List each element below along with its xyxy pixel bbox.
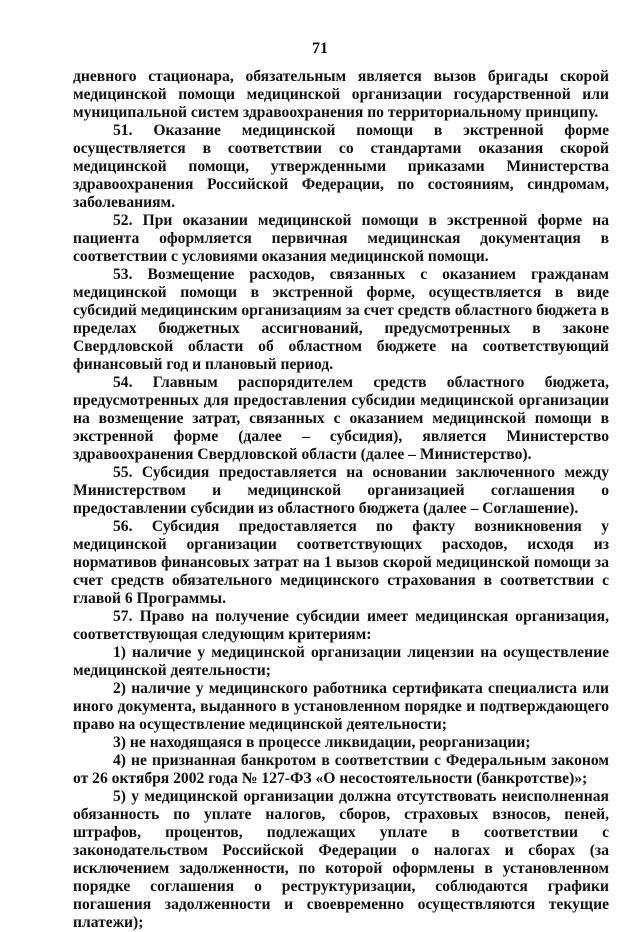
paragraph-54: 54. Главным распорядителем средств областного бюджета, предусмотренных для предоставления субсидии медицинской организации на возмещение затрат, связанных с оказанием медицинской помощи в экстренной форме (далее – субсидия), является Министерство здравоохранения Свердловской области (далее – Министерство). bbox=[73, 374, 609, 463]
criterion-5: 5) у медицинской организации должна отсутствовать неисполненная обязанность по уплате налогов, сборов, страховых взносов, пеней, штрафов, процентов, подлежащих уплате в соответствии с законодательством Российской Федерации о налогах и сборах (за исключением задолженности, по которой оформлены в установленном порядке соглашения о реструктуризации, соблюдаются графики погашения задолженности и своевременно осуществляются текущие платежи); bbox=[73, 788, 609, 931]
paragraph-53: 53. Возмещение расходов, связанных с оказанием гражданам медицинской помощи в экстренной форме, осуществляется в виде субсидий медицинским организациям за счет средств областного бюджета в пределах бюджетных ассигнований, предусмотренных в законе Свердловской области об областном бюджете на соответствующий финансовый год и плановый период. bbox=[73, 266, 609, 373]
paragraph-52: 52. При оказании медицинской помощи в экстренной форме на пациента оформляется первичная медицинская документация в соответствии с условиями оказания медицинской помощи. bbox=[73, 212, 609, 265]
paragraph-56: 56. Субсидия предоставляется по факту возникновения у медицинской организации соответствующих расходов, исходя из нормативов финансовых затрат на 1 вызов скорой медицинской помощи за счет средств обязательного медицинского страхования в соответствии с главой 6 Программы. bbox=[73, 518, 609, 607]
paragraph-51: 51. Оказание медицинской помощи в экстренной форме осуществляется в соответствии со стандартами оказания скорой медицинской помощи, утвержденными приказами Министерства здравоохранения Российской Федерации, по состояниям, синдромам, заболеваниям. bbox=[73, 122, 609, 211]
criterion-2: 2) наличие у медицинского работника сертификата специалиста или иного документа, выданного в установленном порядке и подтверждающего право на осуществление медицинской деятельности; bbox=[73, 680, 609, 733]
page-number: 71 bbox=[312, 40, 328, 57]
paragraph-57: 57. Право на получение субсидии имеет медицинская организация, соответствующая следующим критериям: bbox=[73, 608, 609, 643]
paragraph-continuation: дневного стационара, обязательным является вызов бригады скорой медицинской помощи медицинской организации государственной или муниципальной систем здравоохранения по территориальному принципу. bbox=[73, 68, 609, 121]
criterion-1: 1) наличие у медицинской организации лицензии на осуществление медицинской деятельности; bbox=[73, 644, 609, 679]
criterion-3: 3) не находящаяся в процессе ликвидации, реорганизации; bbox=[113, 734, 531, 751]
paragraph-55: 55. Субсидия предоставляется на основании заключенного между Министерством и медицинской организацией соглашения о предоставлении субсидии из областного бюджета (далее – Соглашение). bbox=[73, 464, 609, 517]
document-body bbox=[73, 68, 609, 932]
criterion-4: 4) не признанная банкротом в соответствии с Федеральным законом от 26 октября 2002 года № 127-ФЗ «О несостоятельности (банкротстве)»; bbox=[73, 752, 609, 787]
